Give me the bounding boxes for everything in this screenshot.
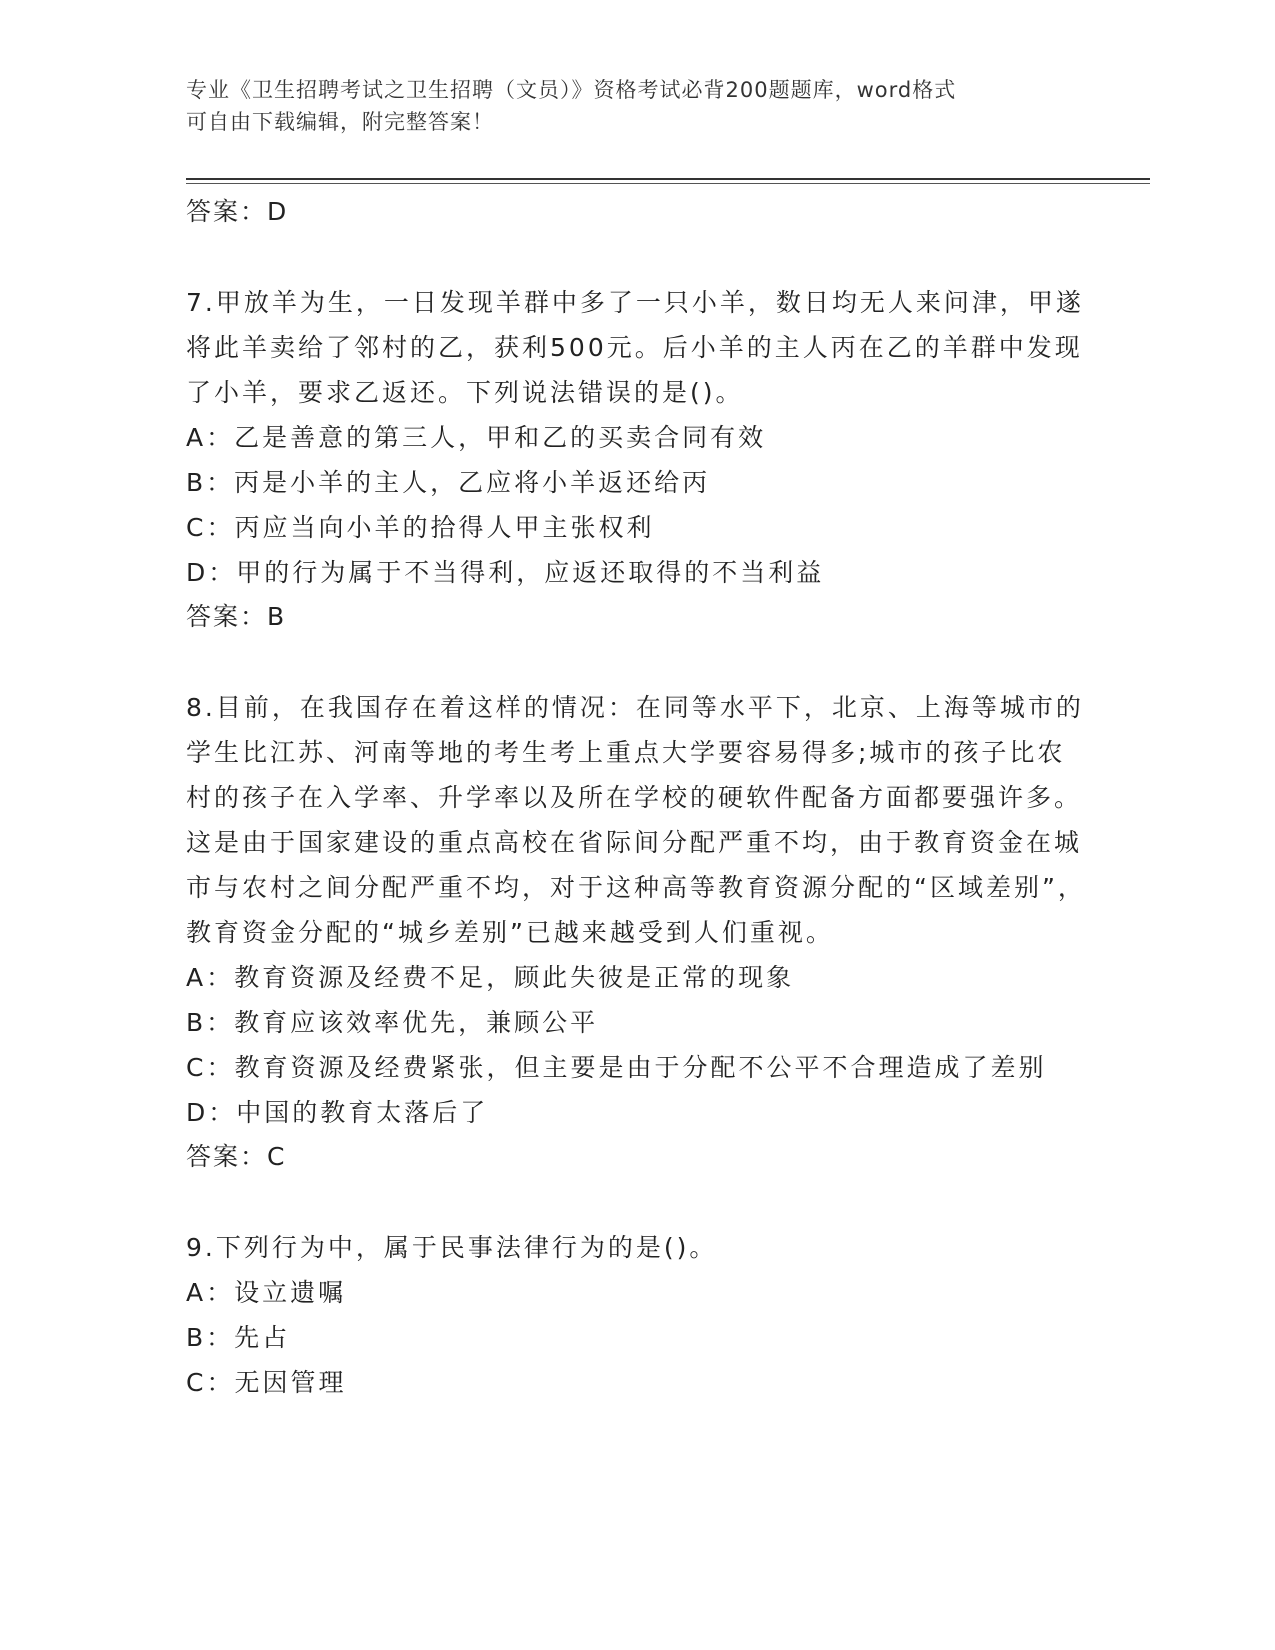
option-c: C：丙应当向小羊的拾得人甲主张权利 [186,513,655,542]
option-d: D：甲的行为属于不当得利，应返还取得的不当利益 [186,558,825,587]
option-a: A：乙是善意的第三人，甲和乙的买卖合同有效 [186,423,767,452]
question-8 [186,685,1086,1179]
header-divider-thick [186,178,1150,180]
option-c: C：无因管理 [186,1368,347,1397]
spacer [186,234,1086,280]
option-a: A：设立遗嘱 [186,1278,347,1307]
spacer [186,1179,1086,1225]
header-title-line-1: 专业《卫生招聘考试之卫生招聘（文员）》资格考试必背200题题库，word格式 [186,78,957,102]
question-list [186,190,1086,1405]
option-a: A：教育资源及经费不足，顾此失彼是正常的现象 [186,963,795,992]
option-b: B：先占 [186,1323,291,1352]
spacer [186,639,1086,685]
option-b: B：教育应该效率优先，兼顾公平 [186,1008,599,1037]
question-text: 9.下列行为中，属于民事法律行为的是()。 [186,1233,718,1262]
header-divider-thin [186,183,1150,184]
option-b: B：丙是小羊的主人，乙应将小羊返还给丙 [186,468,711,497]
answer: 答案：C [186,1142,287,1171]
option-c: C：教育资源及经费紧张，但主要是由于分配不公平不合理造成了差别 [186,1053,1047,1082]
question-text: 7.甲放羊为生，一日发现羊群中多了一只小羊，数日均无人来问津，甲遂将此羊卖给了邻村的乙，获利500元。后小羊的主人丙在乙的羊群中发现了小羊，要求乙返还。下列说法错误的是()。 [186,288,1084,407]
answer: 答案：B [186,602,287,631]
header-title-line-2: 可自由下载编辑，附完整答案！ [186,110,494,134]
page-header [186,74,1086,138]
question-text: 8.目前，在我国存在着这样的情况：在同等水平下，北京、上海等城市的学生比江苏、河南等地的考生考上重点大学要容易得多;城市的孩子比农村的孩子在入学率、升学率以及所在学校的硬软件配备方面都要强许多。这是由于国家建设的重点高校在省际间分配严重不均，由于教育资金在城市与农村之间分配严重不均，对于这种高等教育资源分配的“区域差别”，教育资金分配的“城乡差别”已越来越受到人们重视。 [186,693,1086,947]
question-7 [186,280,1086,639]
option-d: D：中国的教育太落后了 [186,1098,489,1127]
question-9 [186,1225,1086,1405]
previous-answer: 答案：D [186,197,289,226]
